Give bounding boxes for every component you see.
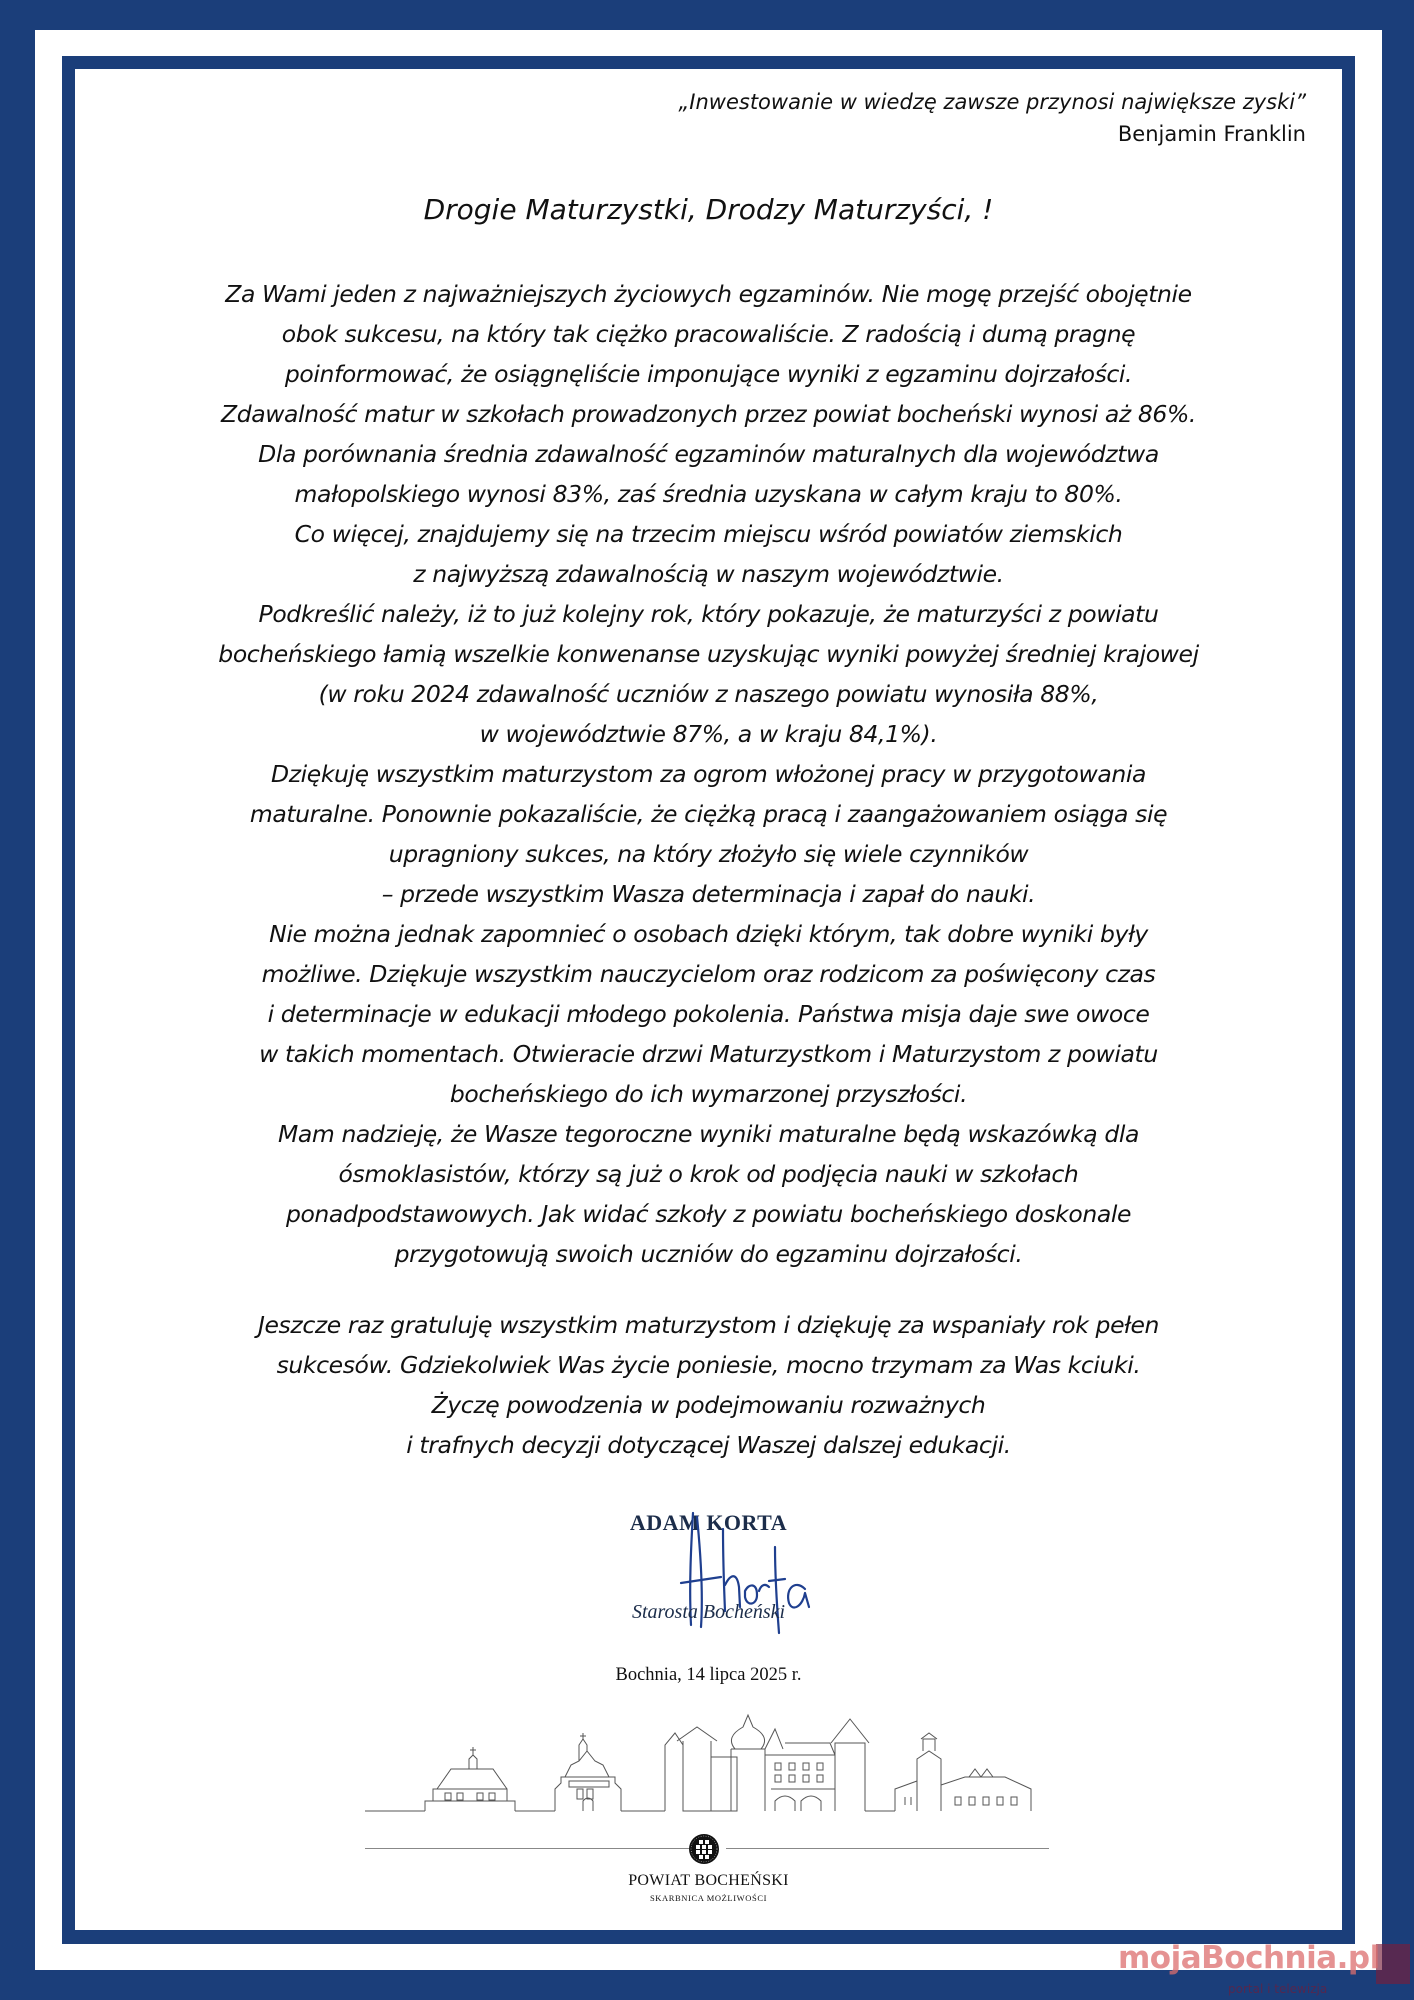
body-line: Życzę powodzenia w podejmowaniu rozważnych xyxy=(431,1391,986,1419)
letter-sheet xyxy=(75,69,1342,1930)
body-line: poinformować, że osiągnęliście imponujące wyniki z egzaminu dojrzałości. xyxy=(284,360,1133,388)
signatory-name: ADAM KORTA xyxy=(629,1510,788,1535)
org-motto: SKARBNICA MOŻLIWOŚCI xyxy=(649,1893,768,1903)
body-line: Dla porównania średnia zdawalność egzaminów maturalnych dla województwa xyxy=(258,440,1159,468)
footer-divider-left xyxy=(365,1848,689,1849)
body-line: – przede wszystkim Wasza determinacja i zapał do nauki. xyxy=(381,880,1036,908)
body-line: maturalne. Ponownie pokazaliście, że ciężką pracą i zaangażowaniem osiąga się xyxy=(249,800,1168,828)
body-line: bocheńskiego do ich wymarzonej przyszłości. xyxy=(449,1080,968,1108)
epigraph xyxy=(678,86,1306,150)
letter-body-paragraph-2 xyxy=(75,1305,1342,1465)
powiat-emblem-icon xyxy=(688,1833,720,1865)
body-line: z najwyższą zdawalnością w naszym województwie. xyxy=(413,560,1004,588)
watermark-brand: mojaBochnia.pl xyxy=(1118,1940,1380,1976)
watermark-box xyxy=(1376,1944,1410,1984)
body-line: możliwe. Dziękuje wszystkim nauczycielom oraz rodzicom za poświęcony czas xyxy=(261,960,1156,988)
place-and-date: Bochnia, 14 lipca 2025 r. xyxy=(615,1665,802,1685)
body-line: sukcesów. Gdziekolwiek Was życie poniesie, mocno trzymam za Was kciuki. xyxy=(276,1351,1141,1379)
footer-divider-right xyxy=(726,1848,1049,1849)
body-line: i determinacje w edukacji młodego pokolenia. Państwa misja daje swe owoce xyxy=(267,1000,1150,1028)
body-line: upragniony sukces, na który złożyło się wiele czynników xyxy=(388,840,1029,868)
letter-greeting: Drogie Maturzystki, Drodzy Maturzyści, ! xyxy=(423,193,994,226)
body-line: Zdawalność matur w szkołach prowadzonych przez powiat bocheński wynosi aż 86%. xyxy=(221,400,1196,428)
body-line: i trafnych decyzji dotyczącej Waszej dalszej edukacji. xyxy=(406,1431,1011,1459)
body-line: Nie można jednak zapomnieć o osobach dzięki którym, tak dobre wyniki były xyxy=(269,920,1148,948)
epigraph-author: Benjamin Franklin xyxy=(1117,122,1306,146)
epigraph-quote: „Inwestowanie w wiedzę zawsze przynosi największe zyski” xyxy=(678,90,1306,114)
body-line: Jeszcze raz gratuluję wszystkim maturzystom i dziękuję za wspaniały rok pełen xyxy=(257,1311,1160,1339)
watermark-logo xyxy=(1118,1940,1414,2000)
body-line: Dziękuję wszystkim maturzystom za ogrom włożonej pracy w przygotowania xyxy=(271,760,1146,788)
body-line: ponadpodstawowych. Jak widać szkoły z powiatu bocheńskiego doskonale xyxy=(285,1200,1132,1228)
body-line: małopolskiego wynosi 83%, zaś średnia uzyskana w całym kraju to 80%. xyxy=(294,480,1123,508)
bochnia-skyline-illustration xyxy=(365,1689,1035,1819)
letter-body-paragraph-1 xyxy=(75,274,1342,1274)
body-line: (w roku 2024 zdawalność uczniów z naszego powiatu wynosiła 88%, xyxy=(318,680,1099,708)
body-line: przygotowują swoich uczniów do egzaminu dojrzałości. xyxy=(394,1240,1023,1268)
body-line: obok sukcesu, na który tak ciężko pracowaliście. Z radością i dumą pragnę xyxy=(281,320,1136,348)
body-line: Mam nadzieję, że Wasze tegoroczne wyniki maturalne będą wskazówką dla xyxy=(278,1120,1139,1148)
watermark-tagline: portal i telewizja xyxy=(1228,1982,1328,1996)
body-line: Za Wami jeden z najważniejszych życiowych egzaminów. Nie mogę przejść obojętnie xyxy=(225,280,1192,308)
body-line: bocheńskiego łamią wszelkie konwenanse uzyskując wyniki powyżej średniej krajowej xyxy=(218,640,1199,668)
org-name: POWIAT BOCHEŃSKI xyxy=(628,1872,789,1889)
body-line: w takich momentach. Otwieracie drzwi Maturzystkom i Maturzystom z powiatu xyxy=(259,1040,1158,1068)
body-line: w województwie 87%, a w kraju 84,1%). xyxy=(479,720,938,748)
signatory-title: Starosta Bocheński xyxy=(631,1601,786,1623)
body-line: Podkreślić należy, iż to już kolejny rok, który pokazuje, że maturzyści z powiatu xyxy=(258,600,1159,628)
body-line: ósmoklasistów, którzy są już o krok od podjęcia nauki w szkołach xyxy=(338,1160,1079,1188)
body-line: Co więcej, znajdujemy się na trzecim miejscu wśród powiatów ziemskich xyxy=(294,520,1123,548)
